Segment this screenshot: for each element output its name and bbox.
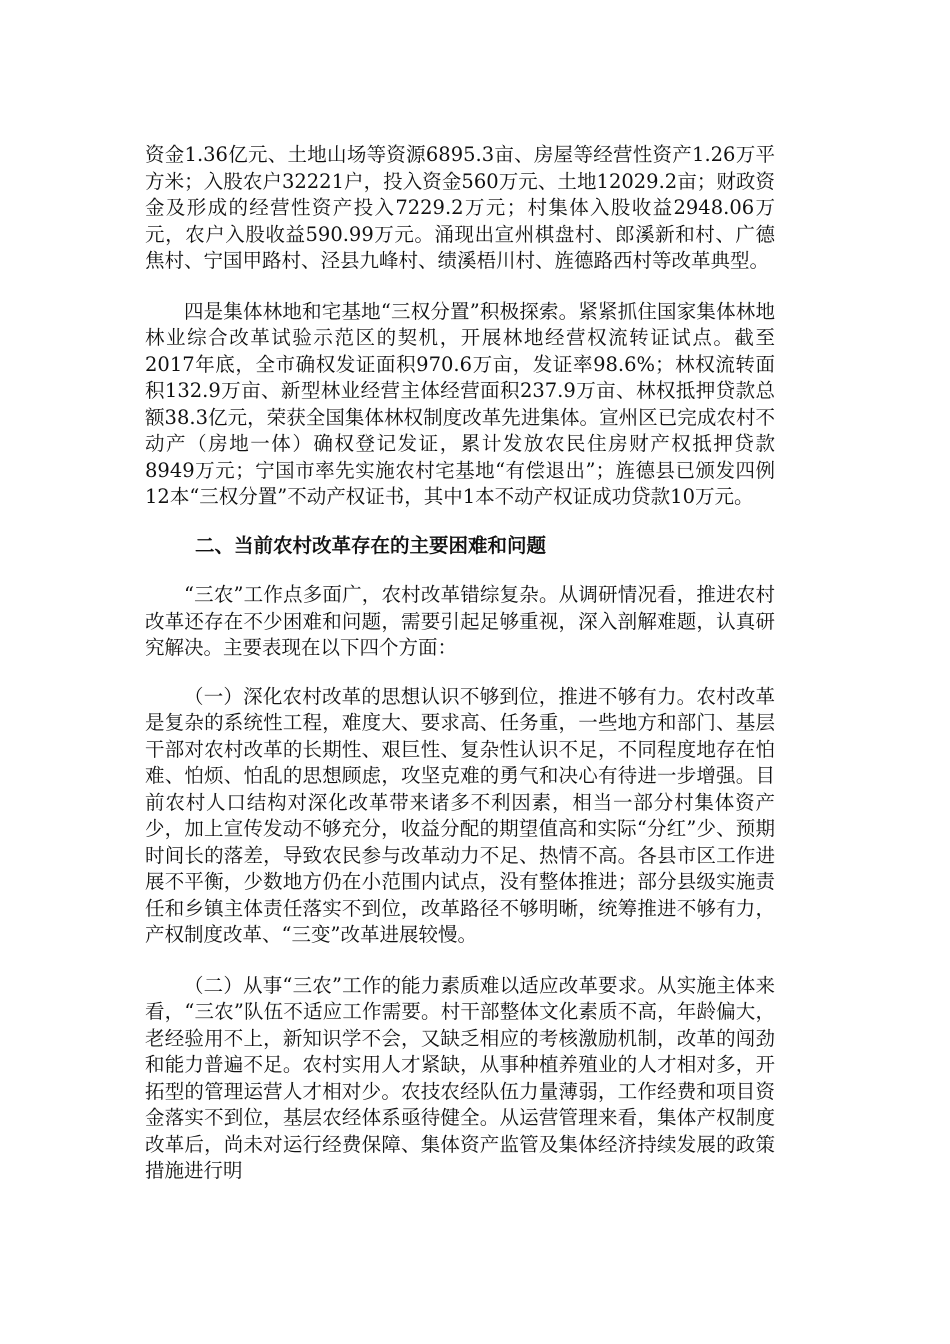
paragraph-problem-two: （二）从事“三农”工作的能力素质难以适应改革要求。从实施主体来看，“三农”队伍不适应工作需要。村干部整体文化素质不高，年龄偏大，老经验用不上，新知识学不会，又缺乏相应的考核激励机制，改革的闯劲和能力普遍不足。农村实用人才紧缺，从事种植养殖业的人才相对多，开拓型的管理运营人才相对少。农技农经队伍力量薄弱，工作经费和项目资金落实不到位，基层农经体系亟待健全。从运营管理来看，集体产权制度改革后，尚未对运行经费保障、集体资产监管及集体经济持续发展的政策措施进行明 (145, 973, 775, 1182)
document-page (145, 142, 775, 1207)
paragraph-overview-problems: “三农”工作点多面广，农村改革错综复杂。从调研情况看，推进农村改革还存在不少困难和问题，需要引起足够重视，深入剖解难题，认真研究解决。主要表现在以下四个方面： (145, 583, 775, 659)
paragraph-asset-statistics: 资金1.36亿元、土地山场等资源6895.3亩、房屋等经营性资产1.26万平方米；入股农户32221户，投入资金560万元、土地12029.2亩；财政资金及形成的经营性资产投入7229.2万元；村集体入股收益2948.06万元，农户入股收益590.99万元。涌现出宣州棋盘村、郎溪新和村、广德焦村、宁国甲路村、泾县九峰村、绩溪梧川村、旌德路西村等改革典型。 (145, 143, 775, 272)
section-heading-difficulties: 二、当前农村改革存在的主要困难和问题 (195, 533, 547, 557)
paragraph-problem-one: （一）深化农村改革的思想认识不够到位，推进不够有力。农村改革是复杂的系统性工程，难度大、要求高、任务重，一些地方和部门、基层干部对农村改革的长期性、艰巨性、复杂性认识不足，不同程度地存在怕难、怕烦、怕乱的思想顾虑，攻坚克难的勇气和决心有待进一步增强。目前农村人口结构对深化改革带来诸多不利因素，相当一部分村集体资产少，加上宣传发动不够充分，收益分配的期望值高和实际“分红”少、预期时间长的落差，导致农民参与改革动力不足、热情不高。各县市区工作进展不平衡，少数地方仍在小范围内试点，没有整体推进；部分县级实施责任和乡镇主体责任落实不到位，改革路径不够明晰，统筹推进不够有力，产权制度改革、“三变”改革进展较慢。 (145, 684, 775, 946)
paragraph-forest-homestead-reform: 四是集体林地和宅基地“三权分置”积极探索。紧紧抓住国家集体林地林业综合改革试验示范区的契机，开展林地经营权流转证试点。截至2017年底，全市确权发证面积970.6万亩，发证率98.6%；林权流转面积132.9万亩、新型林业经营主体经营面积237.9万亩、林权抵押贷款总额38.3亿元，荣获全国集体林权制度改革先进集体。宣州区已完成农村不动产（房地一体）确权登记发证，累计发放农民住房财产权抵押贷款8949万元；宁国市率先实施农村宅基地“有偿退出”；旌德县已颁发四例12本“三权分置”不动产权证书，其中1本不动产权证成功贷款10万元。 (145, 299, 775, 508)
